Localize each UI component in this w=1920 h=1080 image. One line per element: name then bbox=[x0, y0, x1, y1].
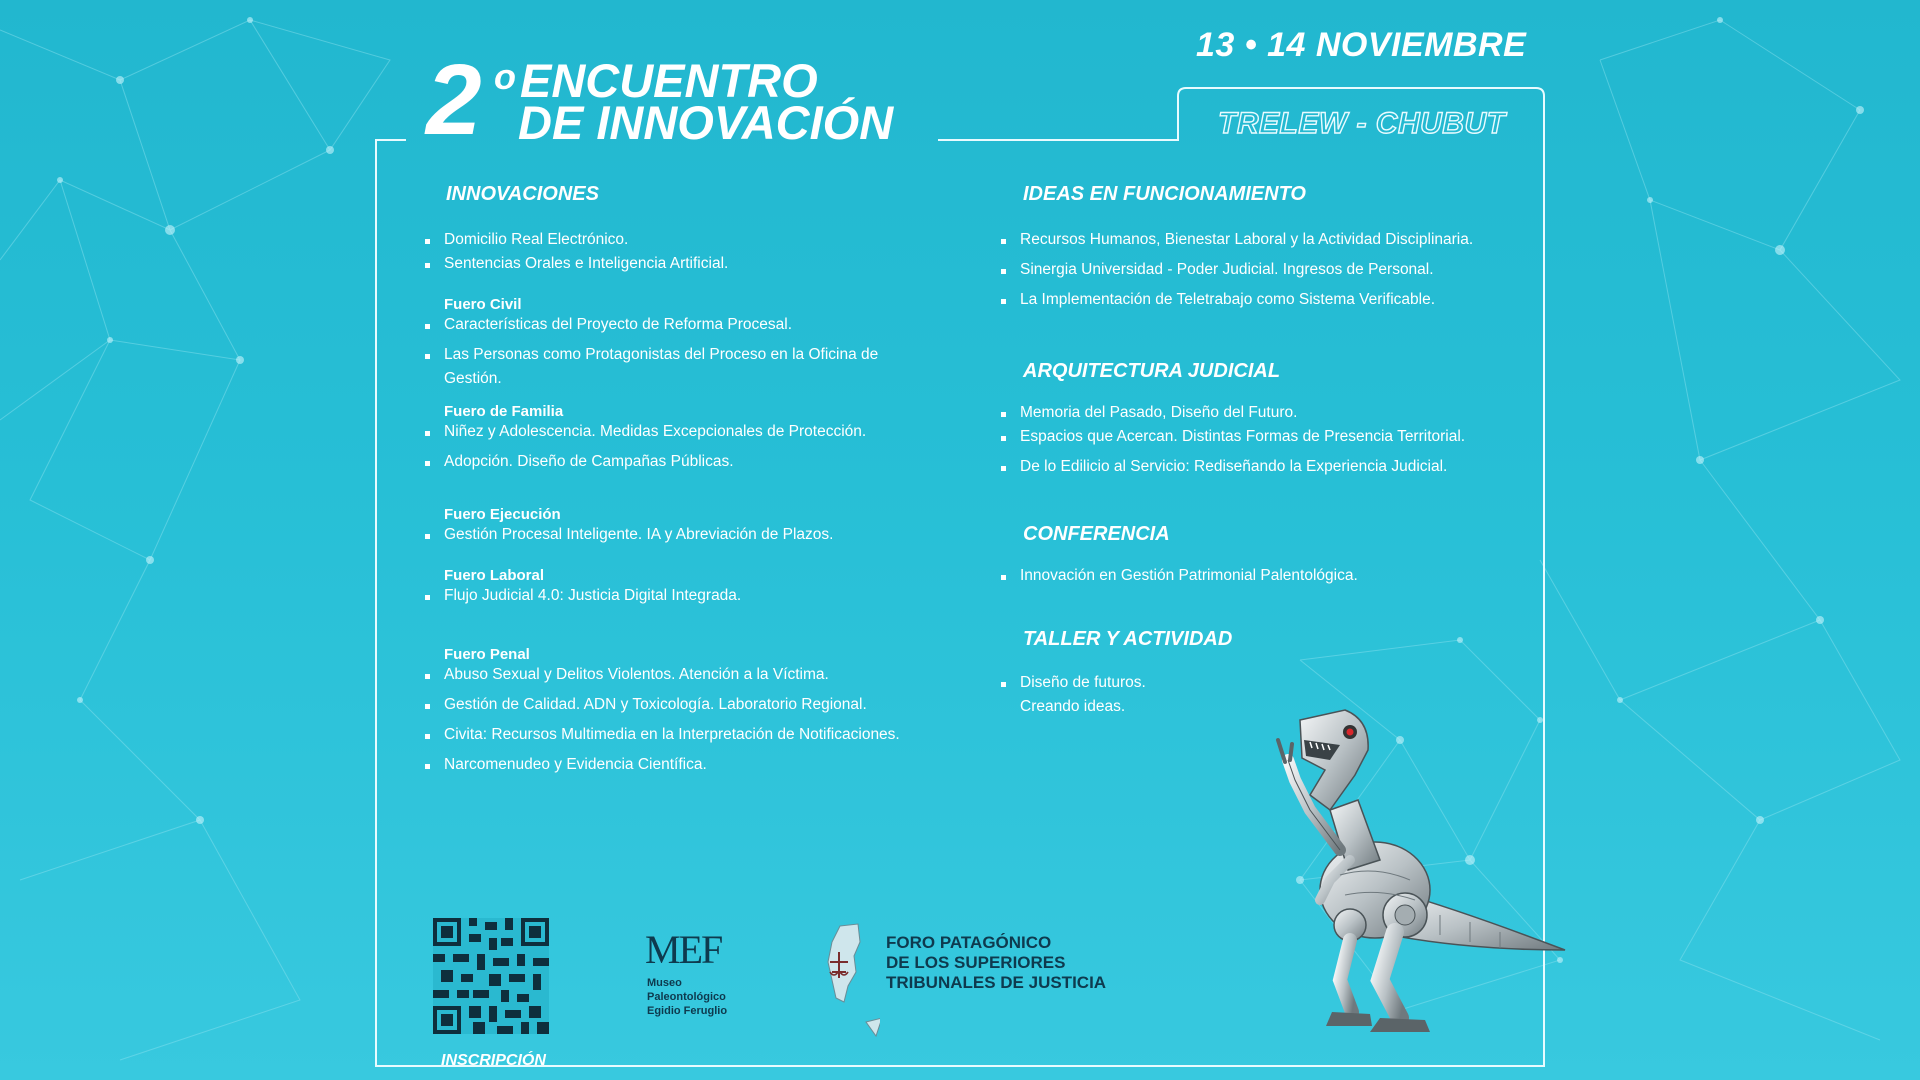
group-title-ejecucion: Fuero Ejecución bbox=[444, 506, 561, 523]
event-dates: 13 • 14 NOVIEMBRE bbox=[1196, 26, 1527, 64]
foro-line: FORO PATAGÓNICO bbox=[886, 933, 1052, 952]
list-item: Las Personas como Protagonistas del Proceso en la Oficina de Gestión. bbox=[424, 343, 924, 391]
section-heading-conferencia: CONFERENCIA bbox=[1023, 523, 1170, 545]
section-heading-arquitectura: ARQUITECTURA JUDICIAL bbox=[1023, 360, 1281, 382]
list-item: De lo Edilicio al Servicio: Rediseñando la Experiencia Judicial. bbox=[1000, 455, 1500, 479]
foro-line: DE LOS SUPERIORES bbox=[886, 953, 1066, 972]
right-column bbox=[1000, 183, 1500, 725]
list-item: Sentencias Orales e Inteligencia Artificial. bbox=[424, 252, 924, 276]
list-item: Diseño de futuros. bbox=[1000, 671, 1500, 695]
foro-patagonico-logo bbox=[886, 933, 1106, 993]
list-item: Abuso Sexual y Delitos Violentos. Atención a la Víctima. bbox=[424, 663, 924, 687]
event-location: TRELEW - CHUBUT bbox=[1218, 107, 1506, 140]
foro-line: TRIBUNALES DE JUSTICIA bbox=[886, 973, 1107, 992]
section-heading-ideas: IDEAS EN FUNCIONAMIENTO bbox=[1023, 183, 1306, 205]
list-item: Espacios que Acercan. Distintas Formas de Presencia Territorial. bbox=[1000, 425, 1500, 449]
list-item: Narcomenudeo y Evidencia Científica. bbox=[424, 753, 924, 777]
list-item: Flujo Judicial 4.0: Justicia Digital Integrada. bbox=[424, 584, 924, 608]
list-item: Adopción. Diseño de Campañas Públicas. bbox=[424, 450, 924, 474]
laboral-list bbox=[424, 584, 924, 608]
familia-list bbox=[424, 420, 924, 474]
left-column bbox=[424, 183, 924, 783]
event-title-line2: DE INNOVACIÓN bbox=[518, 96, 894, 149]
list-item: Gestión de Calidad. ADN y Toxicología. Laboratorio Regional. bbox=[424, 693, 924, 717]
list-item: Memoria del Pasado, Diseño del Futuro. bbox=[1000, 401, 1500, 425]
event-title-line1: ENCUENTRO bbox=[520, 54, 818, 107]
ideas-list bbox=[1000, 228, 1500, 312]
group-title-civil: Fuero Civil bbox=[444, 296, 522, 313]
conferencia-list bbox=[1000, 564, 1500, 588]
list-item: Domicilio Real Electrónico. bbox=[424, 228, 924, 252]
list-item: Civita: Recursos Multimedia en la Interpretación de Notificaciones. bbox=[424, 723, 924, 747]
list-item: Niñez y Adolescencia. Medidas Excepcionales de Protección. bbox=[424, 420, 924, 444]
list-item: Recursos Humanos, Bienestar Laboral y la Actividad Disciplinaria. bbox=[1000, 228, 1500, 252]
mef-logo: MEF bbox=[645, 927, 722, 972]
list-item: Gestión Procesal Inteligente. IA y Abreviación de Plazos. bbox=[424, 523, 924, 547]
list-item: Creando ideas. bbox=[1020, 698, 1126, 715]
civil-list bbox=[424, 313, 924, 391]
robot-dinosaur-illustration bbox=[1240, 700, 1570, 1050]
edition-number: 2 bbox=[426, 44, 482, 156]
registration-label: INSCRIPCIÓN bbox=[441, 1052, 546, 1069]
arquitectura-list bbox=[1000, 401, 1500, 479]
list-item: Innovación en Gestión Patrimonial Palentológica. bbox=[1000, 564, 1500, 588]
edition-ordinal: o bbox=[494, 56, 516, 97]
group-title-familia: Fuero de Familia bbox=[444, 403, 564, 420]
mef-logo-subtitle bbox=[647, 976, 727, 1018]
mef-line: Paleontológico bbox=[647, 991, 726, 1003]
ejecucion-list bbox=[424, 523, 924, 547]
group-title-penal: Fuero Penal bbox=[444, 646, 530, 663]
section-heading-innovaciones: INNOVACIONES bbox=[446, 183, 599, 205]
group-title-laboral: Fuero Laboral bbox=[444, 567, 545, 584]
mef-line: Egidio Feruglio bbox=[647, 1005, 728, 1017]
patagonia-map-icon bbox=[820, 922, 880, 1042]
list-item: Sinergia Universidad - Poder Judicial. Ingresos de Personal. bbox=[1000, 258, 1500, 282]
section-heading-taller: TALLER Y ACTIVIDAD bbox=[1023, 628, 1233, 650]
mef-line: Museo bbox=[647, 977, 682, 989]
penal-list bbox=[424, 663, 924, 777]
intro-list bbox=[424, 228, 924, 276]
qr-code[interactable] bbox=[433, 918, 549, 1034]
list-item: La Implementación de Teletrabajo como Sistema Verificable. bbox=[1000, 288, 1500, 312]
list-item: Características del Proyecto de Reforma Procesal. bbox=[424, 313, 924, 337]
